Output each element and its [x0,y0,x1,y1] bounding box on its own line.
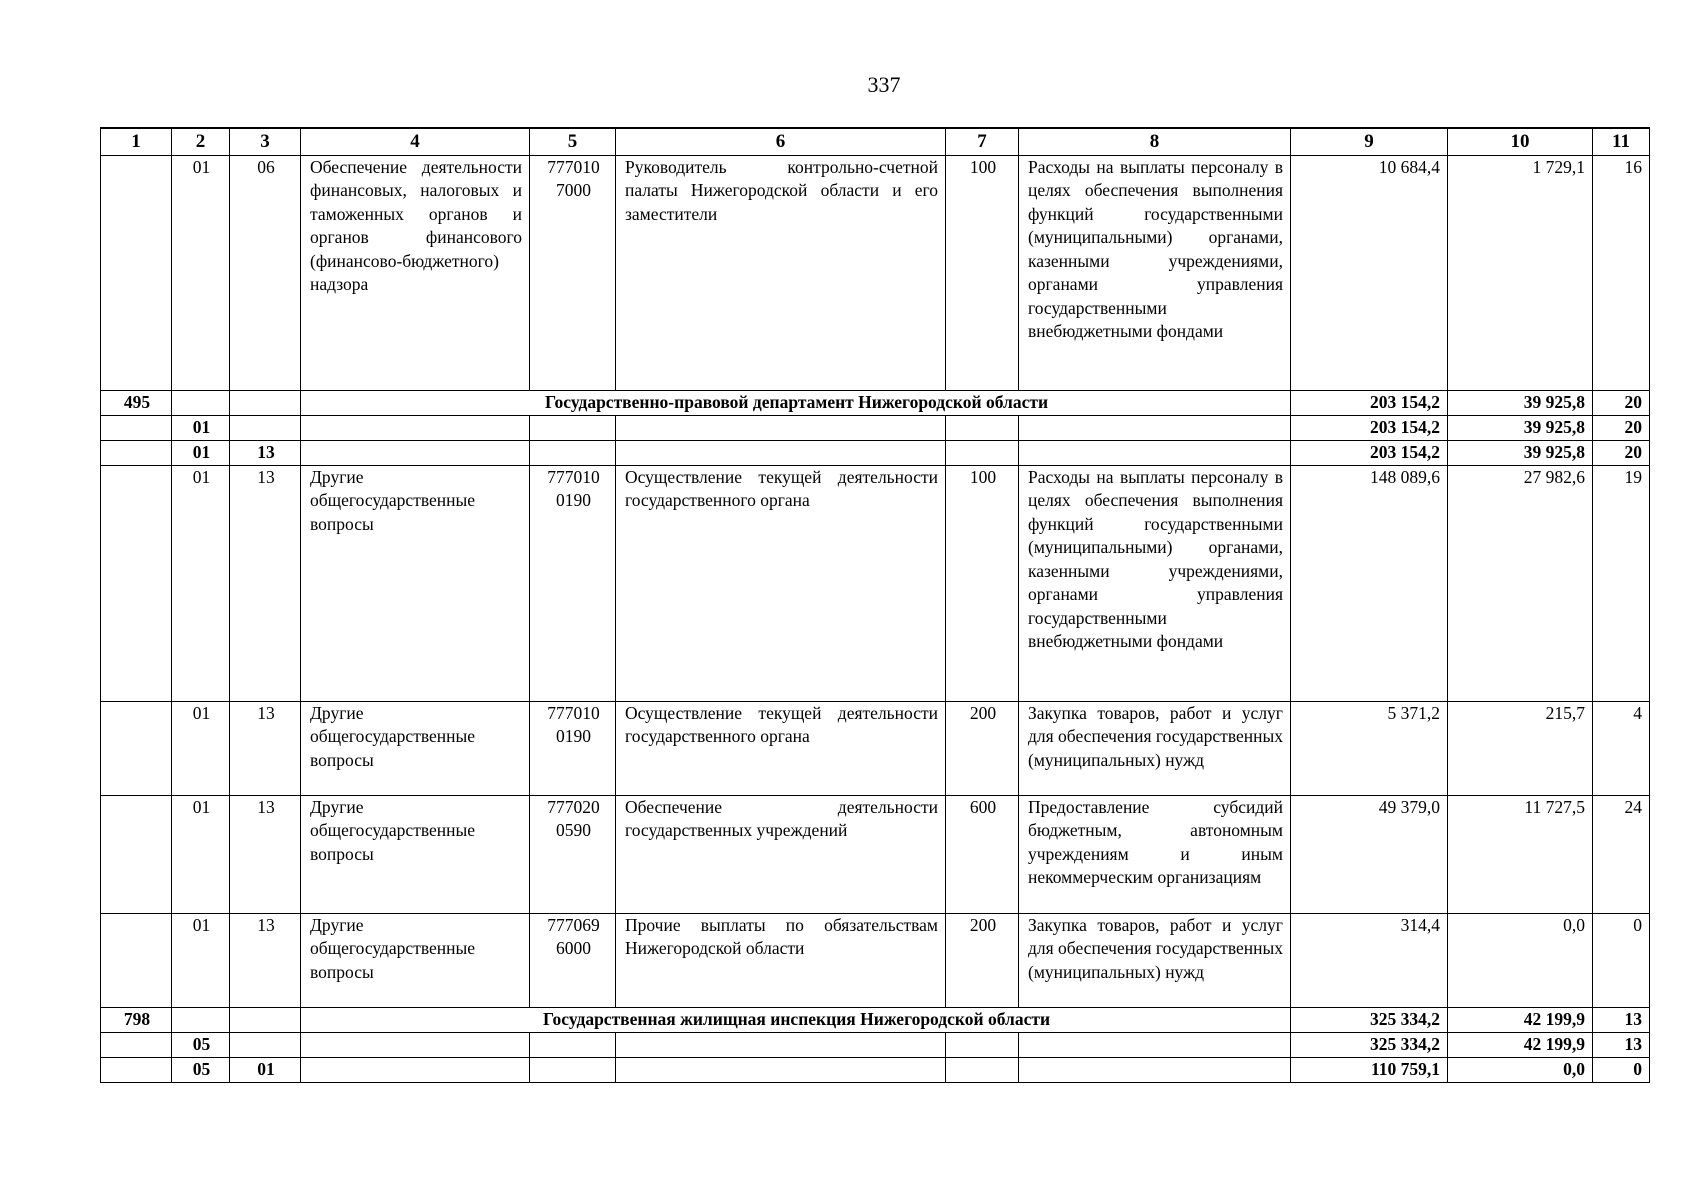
cell-col1 [101,795,172,913]
cell-target-code: 777069 6000 [530,913,616,1007]
cell-expense-name: Расходы на выплаты персоналу в целях обеспечения выполнения функций государственными (муниципальными) органами, казенными учреждениями, органами управления государственными внебюджетными фондами [1019,465,1291,701]
cell-expense-name: Расходы на выплаты персоналу в целях обеспечения выполнения функций государственными (муниципальными) органами, казенными учреждениями, органами управления государственными внебюджетными фондами [1019,155,1291,390]
column-header: 8 [1019,128,1291,155]
cell-target-name: Осуществление текущей деятельности государственного органа [616,701,946,795]
cell-section: 01 [172,155,230,390]
department-row [101,390,1650,415]
empty-cell [301,1032,530,1057]
page-number: 337 [867,72,901,97]
cell-percent: 20 [1593,415,1650,440]
cell-percent: 19 [1593,465,1650,701]
column-header: 4 [301,128,530,155]
cell-actual-amount: 27 982,6 [1448,465,1593,701]
empty-cell [946,415,1019,440]
cell-percent: 20 [1593,390,1650,415]
column-number-header-row [101,128,1650,155]
empty-cell [1019,1057,1291,1082]
cell-section: 01 [172,701,230,795]
subtotal-row [101,1057,1650,1082]
empty-cell [946,1032,1019,1057]
cell-subsection: 01 [230,1057,301,1082]
empty-cell [946,440,1019,465]
cell-subsection [230,1032,301,1057]
cell-col1 [101,415,172,440]
empty-cell [530,1032,616,1057]
cell-subsection: 13 [230,701,301,795]
empty-cell [616,440,946,465]
column-header: 5 [530,128,616,155]
cell-section: 01 [172,913,230,1007]
cell-section-name: Другие общегосударственные вопросы [301,913,530,1007]
cell-plan-amount: 314,4 [1291,913,1448,1007]
cell-section-name: Другие общегосударственные вопросы [301,795,530,913]
cell-expense-type: 200 [946,913,1019,1007]
cell-plan-amount: 10 684,4 [1291,155,1448,390]
subtotal-row [101,415,1650,440]
empty-cell [530,1057,616,1082]
table-row [101,795,1650,913]
column-header: 9 [1291,128,1448,155]
cell-plan-amount: 203 154,2 [1291,390,1448,415]
empty-cell [530,440,616,465]
cell-col1 [101,913,172,1007]
cell-percent: 0 [1593,913,1650,1007]
cell-actual-amount: 0,0 [1448,913,1593,1007]
cell-target-code: 777020 0590 [530,795,616,913]
cell-department-name: Государственно-правовой департамент Нижегородской области [301,390,1291,415]
cell-actual-amount: 39 925,8 [1448,440,1593,465]
cell-plan-amount: 325 334,2 [1291,1032,1448,1057]
cell-section: 01 [172,795,230,913]
cell-col1 [101,440,172,465]
cell-plan-amount: 5 371,2 [1291,701,1448,795]
cell-section: 05 [172,1057,230,1082]
cell-target-name: Осуществление текущей деятельности государственного органа [616,465,946,701]
cell-actual-amount: 11 727,5 [1448,795,1593,913]
cell-section: 01 [172,440,230,465]
cell-plan-amount: 203 154,2 [1291,415,1448,440]
cell-percent: 13 [1593,1007,1650,1032]
cell-expense-name: Предоставление субсидий бюджетным, автономным учреждениям и иным некоммерческим организациям [1019,795,1291,913]
department-row [101,1007,1650,1032]
cell-target-code: 777010 0190 [530,701,616,795]
column-header: 3 [230,128,301,155]
empty-cell [946,1057,1019,1082]
cell-subsection: 13 [230,465,301,701]
cell-col1 [101,1057,172,1082]
cell-target-name: Руководитель контрольно-счетной палаты Нижегородской области и его заместители [616,155,946,390]
empty-cell [301,415,530,440]
empty-cell [1019,415,1291,440]
column-header: 6 [616,128,946,155]
column-header: 10 [1448,128,1593,155]
cell-subsection: 06 [230,155,301,390]
cell-plan-amount: 110 759,1 [1291,1057,1448,1082]
cell-expense-type: 200 [946,701,1019,795]
empty-cell [616,415,946,440]
empty-cell [230,390,301,415]
cell-expense-type: 100 [946,465,1019,701]
cell-col1 [101,155,172,390]
cell-expense-type: 600 [946,795,1019,913]
empty-cell [301,1057,530,1082]
cell-expense-name: Закупка товаров, работ и услуг для обеспечения государственных (муниципальных) нужд [1019,913,1291,1007]
subtotal-row [101,1032,1650,1057]
cell-subsection: 13 [230,795,301,913]
cell-target-code: 777010 7000 [530,155,616,390]
cell-target-name: Обеспечение деятельности государственных учреждений [616,795,946,913]
cell-plan-amount: 148 089,6 [1291,465,1448,701]
empty-cell [616,1057,946,1082]
cell-actual-amount: 42 199,9 [1448,1007,1593,1032]
column-header: 1 [101,128,172,155]
empty-cell [1019,440,1291,465]
cell-section: 01 [172,465,230,701]
column-header: 7 [946,128,1019,155]
empty-cell [230,1007,301,1032]
empty-cell [172,390,230,415]
cell-percent: 16 [1593,155,1650,390]
cell-department-code: 798 [101,1007,172,1032]
cell-actual-amount: 0,0 [1448,1057,1593,1082]
empty-cell [616,1032,946,1057]
table-row [101,465,1650,701]
empty-cell [172,1007,230,1032]
cell-expense-type: 100 [946,155,1019,390]
cell-section: 01 [172,415,230,440]
table-row [101,701,1650,795]
cell-actual-amount: 39 925,8 [1448,415,1593,440]
empty-cell [301,440,530,465]
cell-percent: 20 [1593,440,1650,465]
cell-department-code: 495 [101,390,172,415]
column-header: 2 [172,128,230,155]
cell-target-name: Прочие выплаты по обязательствам Нижегородской области [616,913,946,1007]
cell-actual-amount: 215,7 [1448,701,1593,795]
table-row [101,913,1650,1007]
cell-subsection: 13 [230,913,301,1007]
cell-section: 05 [172,1032,230,1057]
cell-department-name: Государственная жилищная инспекция Нижегородской области [301,1007,1291,1032]
cell-percent: 24 [1593,795,1650,913]
cell-section-name: Другие общегосударственные вопросы [301,701,530,795]
cell-expense-name: Закупка товаров, работ и услуг для обеспечения государственных (муниципальных) нужд [1019,701,1291,795]
table-row [101,155,1650,390]
cell-section-name: Другие общегосударственные вопросы [301,465,530,701]
cell-actual-amount: 42 199,9 [1448,1032,1593,1057]
cell-col1 [101,1032,172,1057]
cell-col1 [101,465,172,701]
cell-plan-amount: 325 334,2 [1291,1007,1448,1032]
cell-percent: 4 [1593,701,1650,795]
cell-plan-amount: 49 379,0 [1291,795,1448,913]
cell-col1 [101,701,172,795]
cell-percent: 13 [1593,1032,1650,1057]
cell-actual-amount: 1 729,1 [1448,155,1593,390]
cell-plan-amount: 203 154,2 [1291,440,1448,465]
cell-target-code: 777010 0190 [530,465,616,701]
budget-table [100,127,1650,1083]
cell-actual-amount: 39 925,8 [1448,390,1593,415]
cell-subsection: 13 [230,440,301,465]
empty-cell [1019,1032,1291,1057]
subtotal-row [101,440,1650,465]
cell-percent: 0 [1593,1057,1650,1082]
cell-section-name: Обеспечение деятельности финансовых, налоговых и таможенных органов и органов финансового (финансово-бюджетного) надзора [301,155,530,390]
column-header: 11 [1593,128,1650,155]
empty-cell [530,415,616,440]
cell-subsection [230,415,301,440]
